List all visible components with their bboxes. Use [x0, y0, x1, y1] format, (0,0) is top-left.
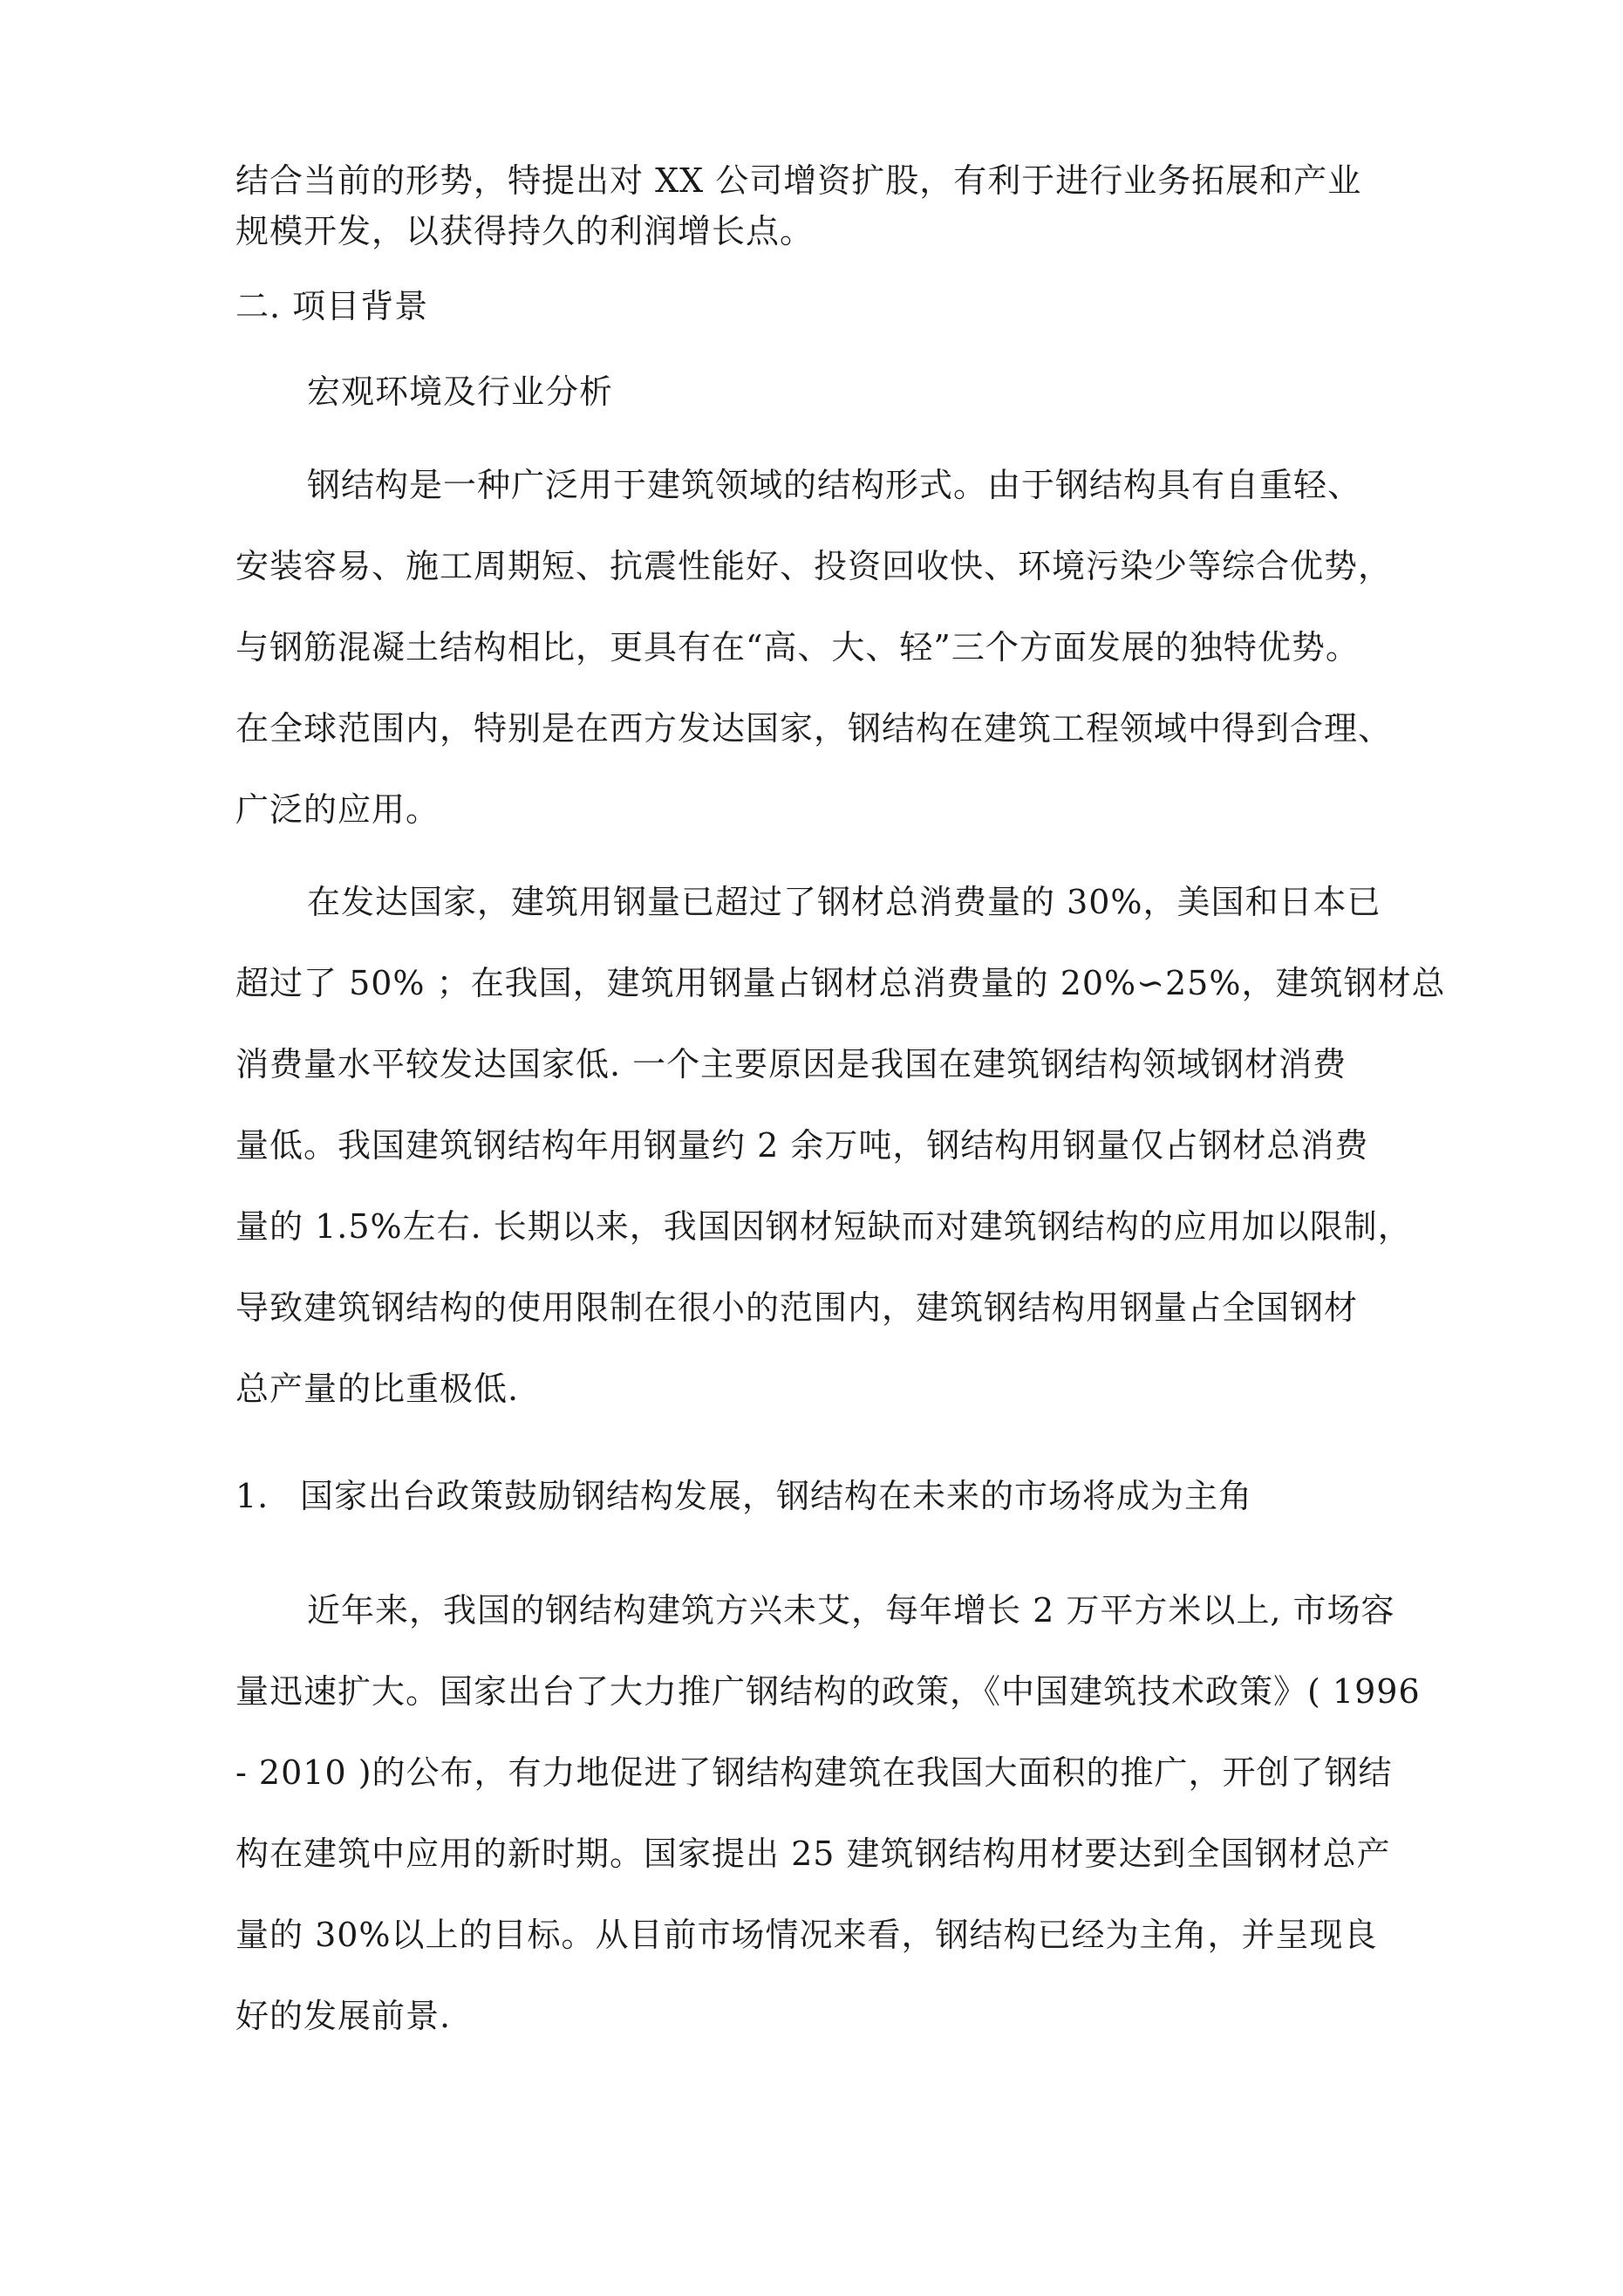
paragraph-line: 量的 1.5%左右. 长期以来，我国因钢材短缺而对建筑钢结构的应用加以限制， — [235, 1207, 1412, 1246]
paragraph-line: 量的 30%以上的目标。从目前市场情况来看，钢结构已经为主角，并呈现良 — [235, 1916, 1378, 1954]
intro-paragraph — [235, 155, 1439, 256]
paragraph-line: - 2010 )的公布，有力地促进了钢结构建筑在我国大面积的推广，开创了钢结 — [235, 1753, 1393, 1792]
numbered-list-item — [235, 1471, 1439, 1521]
paragraph-line: 在全球范围内，特别是在西方发达国家，钢结构在建筑工程领域中得到合理、 — [235, 709, 1393, 748]
paragraph-steel-structure — [235, 445, 1439, 851]
paragraph-line: 规模开发，以获得持久的利润增长点。 — [235, 212, 815, 250]
paragraph-line: 近年来，我国的钢结构建筑方兴未艾，每年增长 2 万平方米以上, 市场容 — [307, 1591, 1395, 1630]
list-item-number: 1. — [235, 1477, 269, 1515]
section-heading: 二. 项目背景 — [235, 287, 429, 325]
paragraph-line: 超过了 50% ；在我国，建筑用钢量占钢材总消费量的 20%∽25%，建筑钢材总 — [235, 964, 1446, 1002]
paragraph-line: 量迅速扩大。国家出台了大力推广钢结构的政策，《中国建筑技术政策》( 1996 — [235, 1672, 1421, 1711]
paragraph-line: 钢结构是一种广泛用于建筑领域的结构形式。由于钢结构具有自重轻、 — [307, 466, 1362, 504]
paragraph-line: 构在建筑中应用的新时期。国家提出 25 建筑钢结构用材要达到全国钢材总产 — [235, 1835, 1391, 1873]
paragraph-steel-consumption — [235, 862, 1446, 1430]
subheading: 宏观环境及行业分析 — [307, 372, 614, 411]
paragraph-line: 总产量的比重极低. — [235, 1370, 520, 1408]
list-item-text: 国家出台政策鼓励钢结构发展，钢结构在未来的市场将成为主角 — [300, 1477, 1253, 1515]
paragraph-line: 消费量水平较发达国家低. 一个主要原因是我国在建筑钢结构领域钢材消费 — [235, 1045, 1347, 1083]
paragraph-line: 在发达国家，建筑用钢量已超过了钢材总消费量的 30%，美国和日本已 — [307, 883, 1381, 921]
paragraph-policy — [235, 1570, 1439, 2057]
paragraph-line: 与钢筋混凝土结构相比，更具有在“高、大、轻”三个方面发展的独特优势。 — [235, 628, 1360, 666]
paragraph-line: 结合当前的形势，特提出对 XX 公司增资扩股，有利于进行业务拓展和产业 — [235, 161, 1362, 200]
paragraph-line: 安装容易、施工周期短、抗震性能好、投资回收快、环境污染少等综合优势， — [235, 547, 1393, 585]
paragraph-line: 好的发展前景. — [235, 1997, 452, 2035]
paragraph-line: 导致建筑钢结构的使用限制在很小的范围内，建筑钢结构用钢量占全国钢材 — [235, 1288, 1359, 1327]
paragraph-line: 广泛的应用。 — [235, 790, 440, 829]
paragraph-line: 量低。我国建筑钢结构年用钢量约 2 余万吨，钢结构用钢量仅占钢材总消费 — [235, 1126, 1369, 1165]
